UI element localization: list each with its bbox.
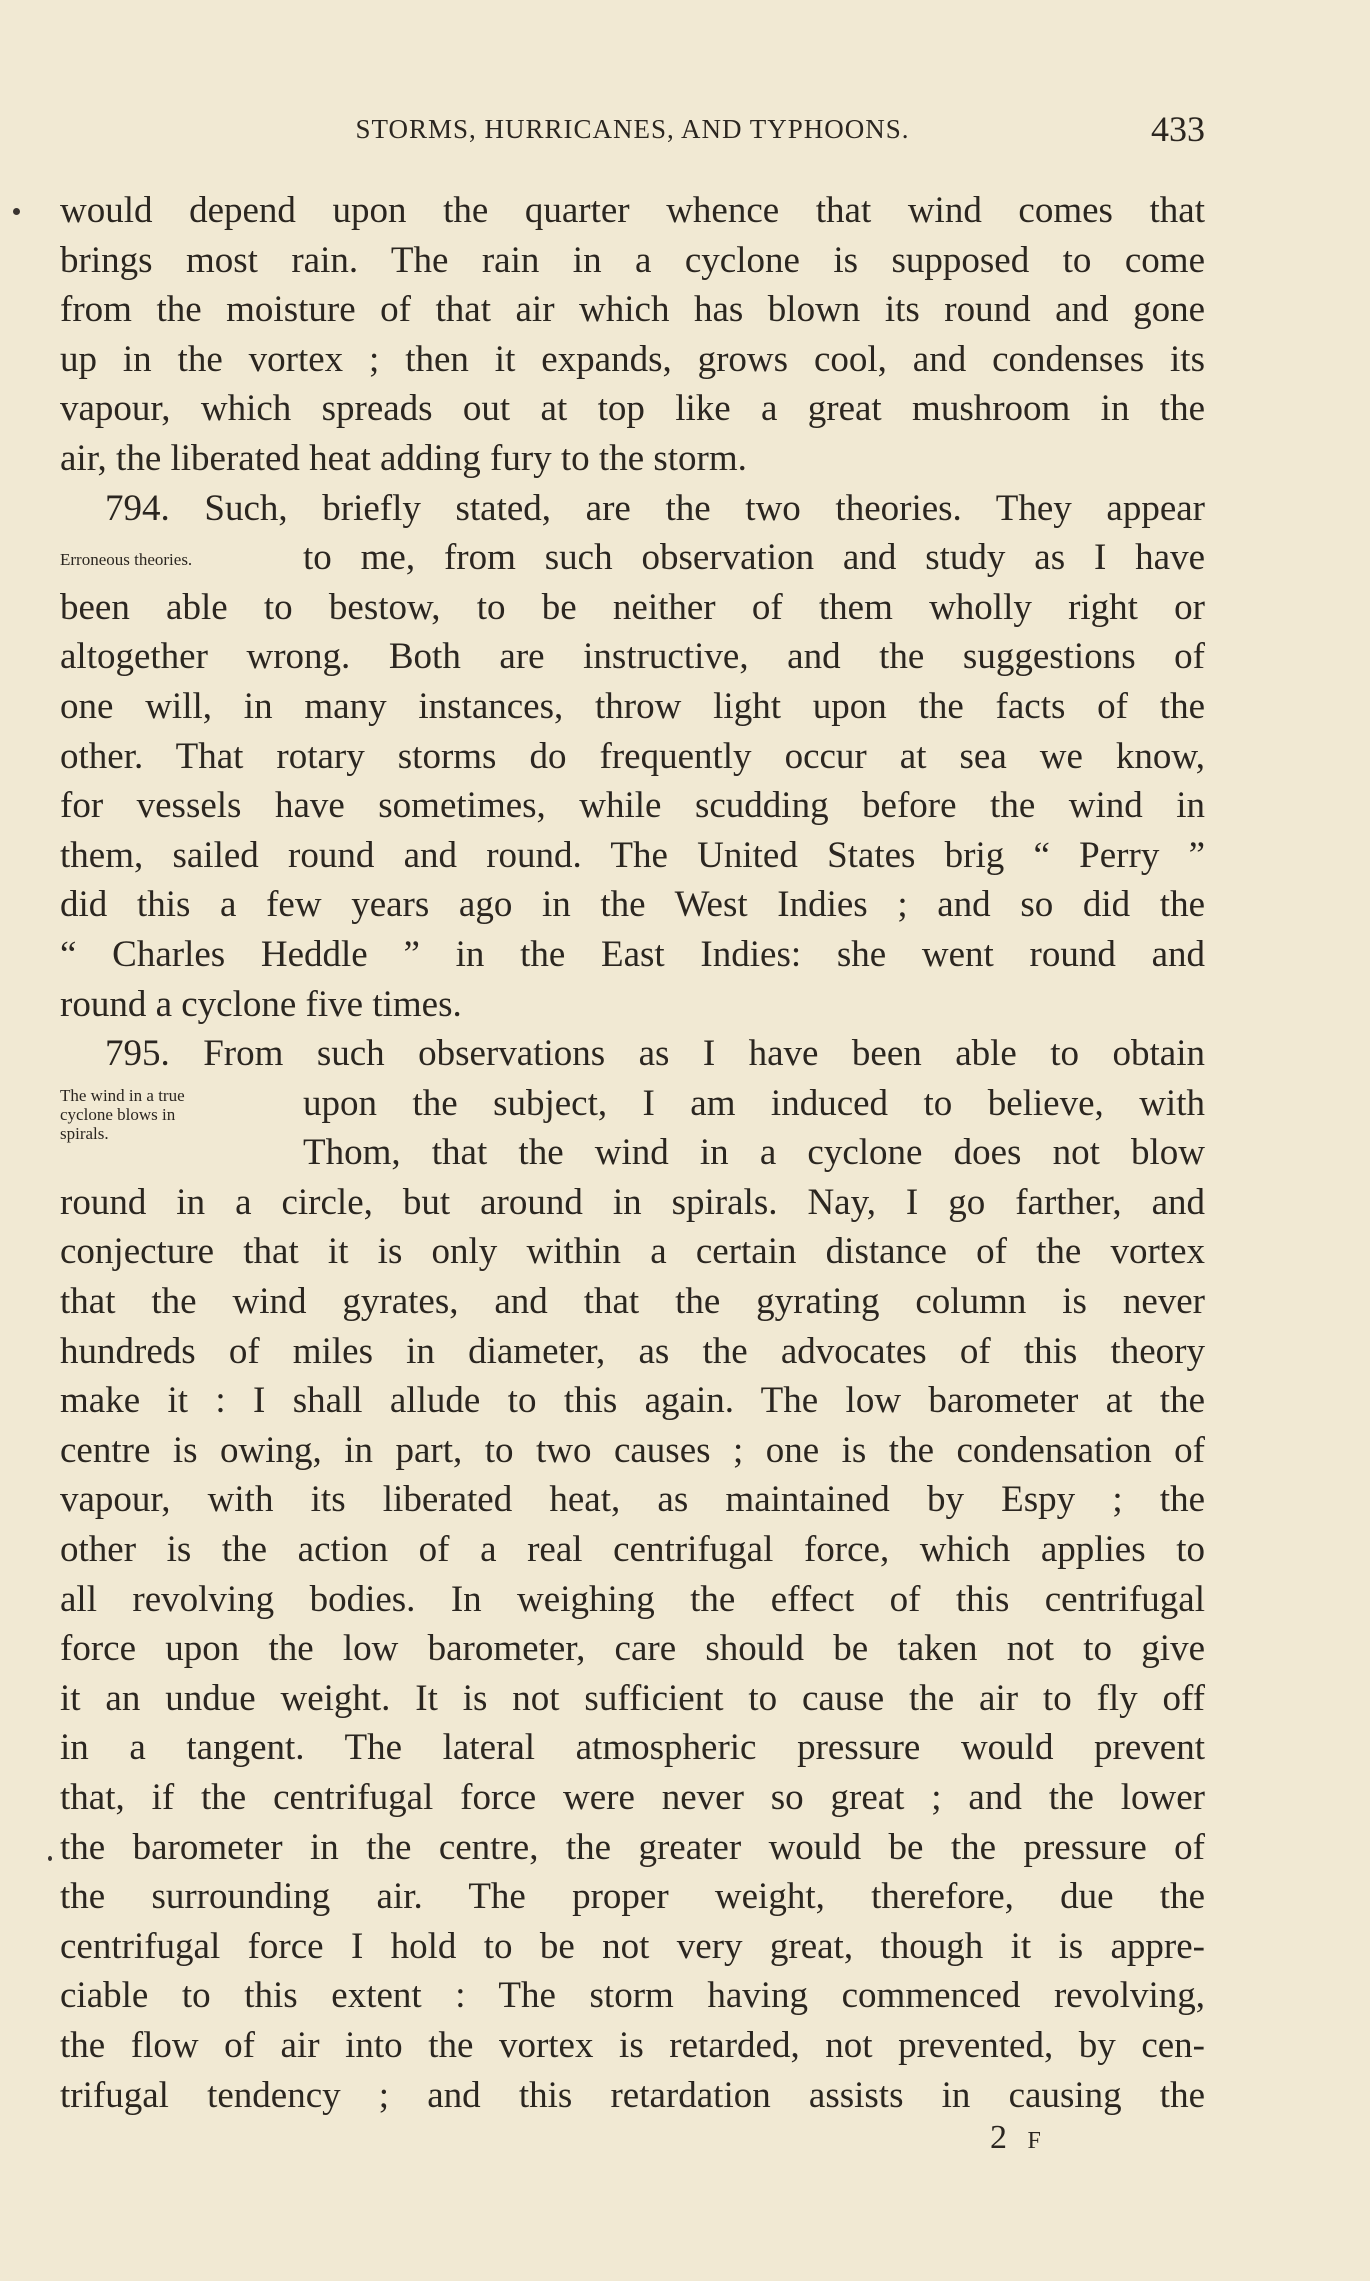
signature-letter: F [1027,2128,1047,2154]
text-line: other is the action of a real centrifugal force, which applies to [60,1529,1205,1571]
text-line: all revolving bodies. In weighing the effect of this centrifugal [60,1578,1205,1620]
text-line: it an undue weight. It is not sufficient to cause the air to fly off [60,1677,1205,1719]
text-line: conjecture that it is only within a certain distance of the vortex [60,1231,1205,1273]
text-line: been able to bestow, to be neither of them wholly right or [60,586,1205,628]
text-line: upon the subject, I am induced to believe, with [303,1082,1205,1124]
text-line: round a cyclone five times. [60,983,462,1025]
signature-mark [990,2119,1047,2157]
margin-note-erroneous-theories: Erroneous theories. [60,550,193,569]
margin-note-wind-spirals-line2: cyclone blows in [60,1105,176,1124]
text-line: centrifugal force I hold to be not very great, though it is appre- [60,1925,1205,1967]
text-line: the surrounding air. The proper weight, therefore, due the [60,1876,1205,1918]
text-line: for vessels have sometimes, while scudding before the wind in [60,785,1205,827]
text-line: one will, in many instances, throw light upon the facts of the [60,685,1205,727]
text-line: would depend upon the quarter whence that wind comes that [60,190,1205,231]
text-line: force upon the low barometer, care should be taken not to give [60,1628,1205,1670]
text-line: vapour, which spreads out at top like a great mushroom in the [60,388,1205,430]
margin-mark [13,208,20,215]
text-line: centre is owing, in part, to two causes ; one is the condensation of [60,1429,1205,1471]
text-line: that, if the centrifugal force were never so great ; and the lower [60,1777,1205,1818]
text-line: air, the liberated heat adding fury to the storm. [60,437,747,479]
text-line: altogether wrong. Both are instructive, and the suggestions of [60,636,1205,678]
text-line: “ Charles Heddle ” in the East Indies: she went round and [60,933,1205,975]
text-line: make it : I shall allude to this again. The low barometer at the [60,1380,1205,1422]
margin-note-wind-spirals-line1: The wind in a true [60,1086,185,1105]
margin-note-wind-spirals-line3: spirals. [60,1124,109,1143]
margin-mark [48,1856,52,1861]
text-line: hundreds of miles in diameter, as the advocates of this theory [60,1330,1205,1372]
text-line: other. That rotary storms do frequently occur at sea we know, [60,735,1205,777]
paragraph-795-start: 795. From such observations as I have been able to obtain [105,1033,1205,1075]
body-text [60,186,1205,2120]
page-header [60,108,1205,152]
text-line: them, sailed round and round. The United States brig “ Perry ” [60,834,1205,876]
text-line: in a tangent. The lateral atmospheric pressure would prevent [60,1727,1205,1769]
text-line: ciable to this extent : The storm having commenced revolving, [60,1975,1205,2017]
text-line: the barometer in the centre, the greater would be the pressure of [60,1826,1205,1868]
text-line: brings most rain. The rain in a cyclone is supposed to come [60,239,1205,281]
text-line: from the moisture of that air which has blown its round and gone [60,289,1205,331]
text-line: round in a circle, but around in spirals. Nay, I go farther, and [60,1181,1205,1223]
text-line: vapour, with its liberated heat, as maintained by Espy ; the [60,1479,1205,1521]
running-title: STORMS, HURRICANES, AND TYPHOONS. [355,114,910,144]
text-line: did this a few years ago in the West Indies ; and so did the [60,884,1205,926]
text-line: that the wind gyrates, and that the gyrating column is never [60,1281,1205,1323]
paragraph-794-start: 794. Such, briefly stated, are the two theories. They appear [105,487,1205,529]
text-line: up in the vortex ; then it expands, grows cool, and condenses its [60,338,1205,380]
text-line: the flow of air into the vortex is retarded, not prevented, by cen- [60,2024,1205,2066]
signature-number: 2 [990,2119,1013,2156]
text-line: Thom, that the wind in a cyclone does not blow [303,1132,1205,1174]
text-line: trifugal tendency ; and this retardation assists in causing the [60,2074,1205,2116]
page-number: 433 [1151,109,1205,149]
text-line: to me, from such observation and study as I have [303,537,1205,579]
